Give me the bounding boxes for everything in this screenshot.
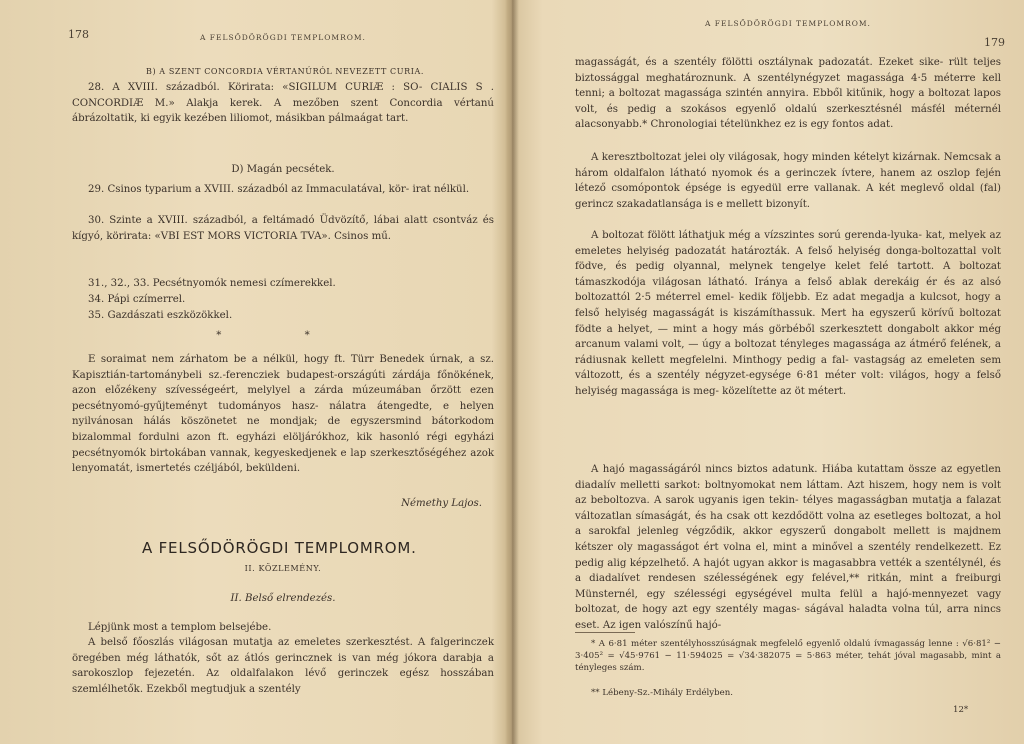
section-b-heading: B) A SZENT CONCORDIA VÉRTANÚRÓL NEVEZETT CURIA. <box>145 67 425 76</box>
section-d-heading: D) Magán pecsétek. <box>231 164 335 175</box>
signature-mark: 12* <box>953 705 969 715</box>
right-page <box>519 0 1024 744</box>
article-subtitle: II. KÖZLEMÉNY. <box>244 564 322 573</box>
right-para-1: magasságát, és a szentély fölötti osztálynak padozatát. Ezeket sike- rült teljes biztossággal meghatároznunk. A szentélynégyzet magassága 4·5 méterre kell tenni; a boltozat magassága szintén annyira. Ebből kitűnik, hogy a boltozat lapos volt, és pedig a szokásos egyenlő oldalú szerkesztésnél másfél méternél alacsonyabb.* Chronologiai tételünkhez ez is egy fontos adat. <box>575 57 1001 131</box>
closing-paragraph: E soraimat nem zárhatom be a nélkül, hogy ft. Türr Benedek úrnak, a sz. Kapisztián-tartománybeli sz.-ferencziek budapest-országúti zárdája főnökének, azon előzékeny szívességeért, melylyel a zárda múzeumában őrzött ezen pecsétnyomó-gyűjteményt tudományos hasz- nálatra átengedte, e helyen nyilvánosan hálás köszönetet ne mondjak; de egyszersmind bátorkodom bizalommal fordulni azon ft. egyházi elöljárókhoz, kik hasonló régi egyházi pecsétnyomók birtokában vannak, kegyeskedjenek e lap szerkesztőségéhez azok lenyomatát, ismertetés czéljából, beküldeni. <box>72 354 494 475</box>
left-para-2: A belső főoszlás világosan mutatja az emeletes szerkesztést. A falgerinczek öregében még láthatók, sőt az átlós gerincznek is van még jókora darabja a sarokoszlop fejezetén. Az oldalfalakon lévő gerinczek egész hosszában szemlélhetők. Ezekből megtudjuk a szentély <box>72 637 494 695</box>
subsection-heading: II. Belső elrendezés. <box>230 593 336 604</box>
left-page <box>0 0 505 744</box>
item-34: 34. Pápi czímerrel. <box>88 294 186 305</box>
left-running-head: A FELSŐDÖRÖGDI TEMPLOMROM. <box>200 33 366 42</box>
footnote-1: * A 6·81 méter szentélyhosszúságnak megfelelő egyenlő oldalú ívmagasság lenne : √6·81² − 3·405² = √45·9761 − 11·594025 = √34·382075 = 5·863 méter, tehát jóval magasabb, mint a tényleges szám. <box>575 639 1001 673</box>
article-title: A FELSŐDÖRÖGDI TEMPLOMROM. <box>142 539 417 557</box>
item-31-33: 31., 32., 33. Pecsétnyomók nemesi czímerekkel. <box>88 278 336 289</box>
right-running-head: A FELSŐDÖRÖGDI TEMPLOMROM. <box>705 19 871 28</box>
footnote-2: ** Lébeny-Sz.-Mihály Erdélyben. <box>591 688 734 698</box>
item-30: 30. Szinte a XVIII. századból, a feltámadó Üdvözítő, lábai alatt csontváz és kígyó, körirata: «VBI EST MORS VICTORIA TVA». Csinos mű. <box>72 215 494 242</box>
separator-asterisks: * * <box>216 330 350 341</box>
item-35: 35. Gazdászati eszközökkel. <box>88 310 233 321</box>
left-para-1: Lépjünk most a templom belsejébe. <box>88 622 272 633</box>
item-29: 29. Csinos typarium a XVIII. századból az Immaculatával, kör- irat nélkül. <box>88 184 470 195</box>
right-para-3: A boltozat fölött láthatjuk még a vízszintes sorú gerenda-lyuka- kat, melyek az emeletes helyiség padozatát határozták. A felső helyiség donga-boltozattal volt födve, és pedig olyannal, melynek tengelye kelet felé tartott. A boltozat támaszkodója világosan látható. Iránya a felső ablak derekáig ér és az alsó boltozattól 2·5 méterrel emel- kedik följebb. Ez adat megadja a kulcsot, hogy a felső helyiség magasságát is kiszámíthassuk. Mert ha egyszerű körívű boltozat födte a helyet, — mint a hogy más görbéből szerkesztett dongabolt akkor még arcanum valami volt, — úgy a boltozat tényleges magassága az átmérő felének, a rádiusnak kellett megfelelni. Minthogy pedig a fal- vastagság az emeleten sem változott, és a szentély négyzet-egysége 6·81 méter volt: világos, hogy a felső helyiség magassága is meg- közelítette az öt métert. <box>575 230 1001 397</box>
book-gutter <box>505 0 519 744</box>
left-page-number: 178 <box>68 28 89 41</box>
right-para-2: A keresztboltozat jelei oly világosak, hogy minden kételyt kizárnak. Nemcsak a három oldalfalon látható nyomok és a gerinczek ívtere, hanem az oszlop fején létező csomópontok épsége is egyedül erre vallanak. A két meglevő oldal (fal) gerincz szakadatlansága is e mellett bizonyít. <box>575 152 1001 210</box>
right-page-number: 179 <box>984 36 1005 49</box>
footnote-rule <box>575 632 635 633</box>
right-para-4: A hajó magasságáról nincs biztos adatunk. Hiába kutattam össze az egyetlen diadalív melletti sarkot: boltnyomokat nem láttam. Azt hiszem, hogy nem is volt az beboltozva. A sarok ugyanis igen tekin- télyes magasságban mutatja a falazat változatlan símaságát, és ha csak ott kezdődött volna az esetleges boltozat, a hol a sarokfal jelenleg végződik, akkor egyszerű dongabolt mellett is majdnem kétszer oly magasságot ért volna el, mint a minővel a szentély rendelkezett. Ez pedig alig képzelhető. A hajót ugyan akkor is magasabbra vették a szentélynél, és a diadalívet rendesen szélességének egy felével,** ritkán, mint a freiburgi Münsternél, egy szélességi egységével multa felül a hajó-mennyezet vagy boltozat, de hogy azt egy szentély magas- ságával haladta volna túl, arra nincs eset. Az igen valószínű hajó- <box>575 464 1001 631</box>
author-signature: Némethy Lajos. <box>401 498 482 509</box>
item-28: 28. A XVIII. századból. Körirata: «SIGILUM CURIÆ : SO- CIALIS S . CONCORDIÆ M.» Alakja kerek. A mezőben szent Concordia vértanú ábrázoltatik, ki egyik kezében liliomot, másikban pálmaágat tart. <box>72 82 494 125</box>
